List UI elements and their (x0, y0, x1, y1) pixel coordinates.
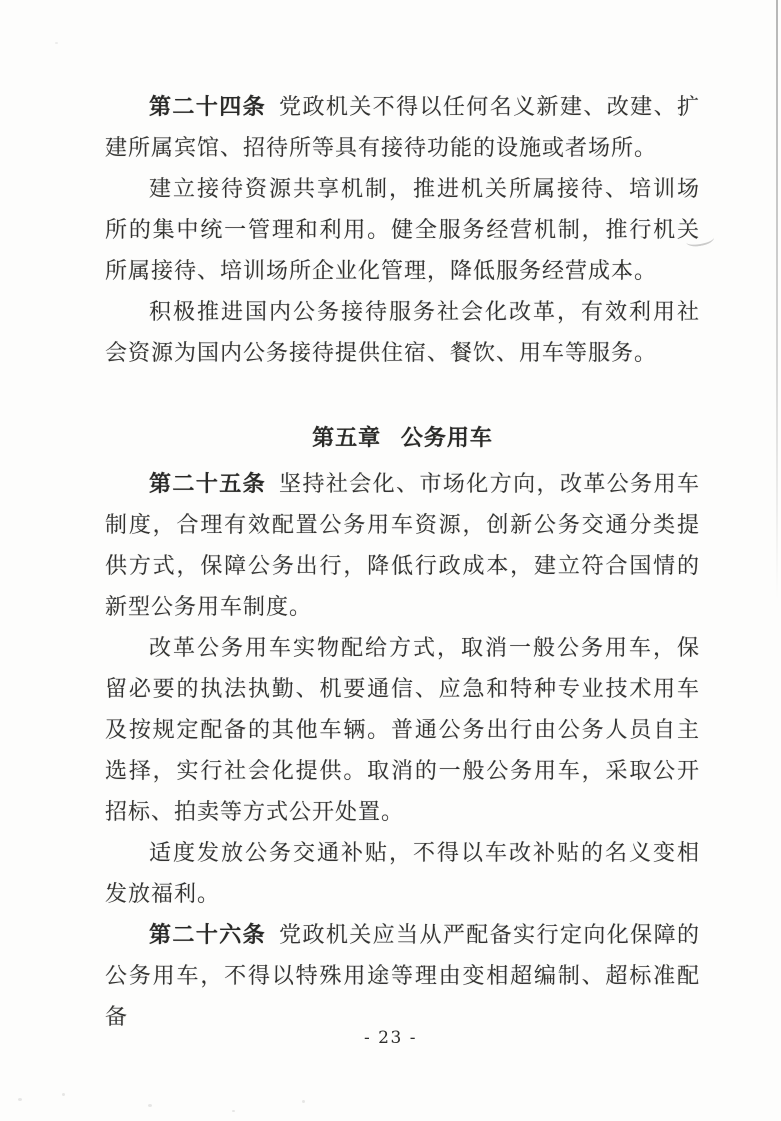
paragraph-article-25 (105, 464, 700, 628)
page-number: - 23 - (364, 1028, 417, 1048)
scan-speck-artifact (148, 1104, 152, 1107)
paragraph-text: 建立接待资源共享机制，推进机关所属接待、培训场所的集中统一管理和利用。健全服务经营机制，推行机关所属接待、培训场所企业化管理，降低服务经营成本。 (105, 177, 700, 284)
paragraph-text: 党政机关不得以任何名义新建、改建、扩建所属宾馆、招待所等具有接待功能的设施或者场所。 (105, 95, 700, 161)
paragraph (105, 628, 700, 833)
paragraph (105, 292, 700, 374)
scan-speck-artifact (55, 42, 58, 44)
paragraph-text: 党政机关应当从严配备实行定向化保障的公务用车，不得以特殊用途等理由变相超编制、超标准配备 (105, 923, 700, 1030)
paragraph (105, 169, 700, 292)
chapter-heading: 第五章 公务用车 (312, 426, 493, 451)
paragraph-article-26 (105, 915, 700, 1038)
paragraph-article-24 (105, 87, 700, 169)
scan-speck-artifact (232, 1110, 235, 1112)
scan-speck-artifact (302, 1100, 305, 1103)
document-body (105, 0, 700, 1038)
paragraph-text: 积极推进国内公务接待服务社会化改革，有效利用社会资源为国内公务接待提供住宿、餐饮、用车等服务。 (105, 300, 700, 366)
paragraph (105, 833, 700, 915)
paragraph-text: 适度发放公务交通补贴，不得以车改补贴的名义变相发放福利。 (105, 841, 700, 907)
scan-speck-artifact (62, 1093, 65, 1096)
scan-speck-artifact (18, 1098, 22, 1101)
article-number-label: 第二十四条 (149, 95, 267, 120)
article-number-label: 第二十五条 (149, 472, 267, 497)
paragraph-text: 改革公务用车实物配给方式，取消一般公务用车，保留必要的执法执勤、机要通信、应急和特种专业技术用车及按规定配备的其他车辆。普通公务出行由公务人员自主选择，实行社会化提供。取消的一般公务用车，采取公开招标、拍卖等方式公开处置。 (105, 636, 700, 825)
paragraph-text: 坚持社会化、市场化方向，改革公务用车制度，合理有效配置公务用车资源，创新公务交通分类提供方式，保障公务出行，降低行政成本，建立符合国情的新型公务用车制度。 (105, 472, 700, 620)
article-number-label: 第二十六条 (149, 923, 267, 948)
scan-edge-line-artifact (776, 0, 778, 600)
